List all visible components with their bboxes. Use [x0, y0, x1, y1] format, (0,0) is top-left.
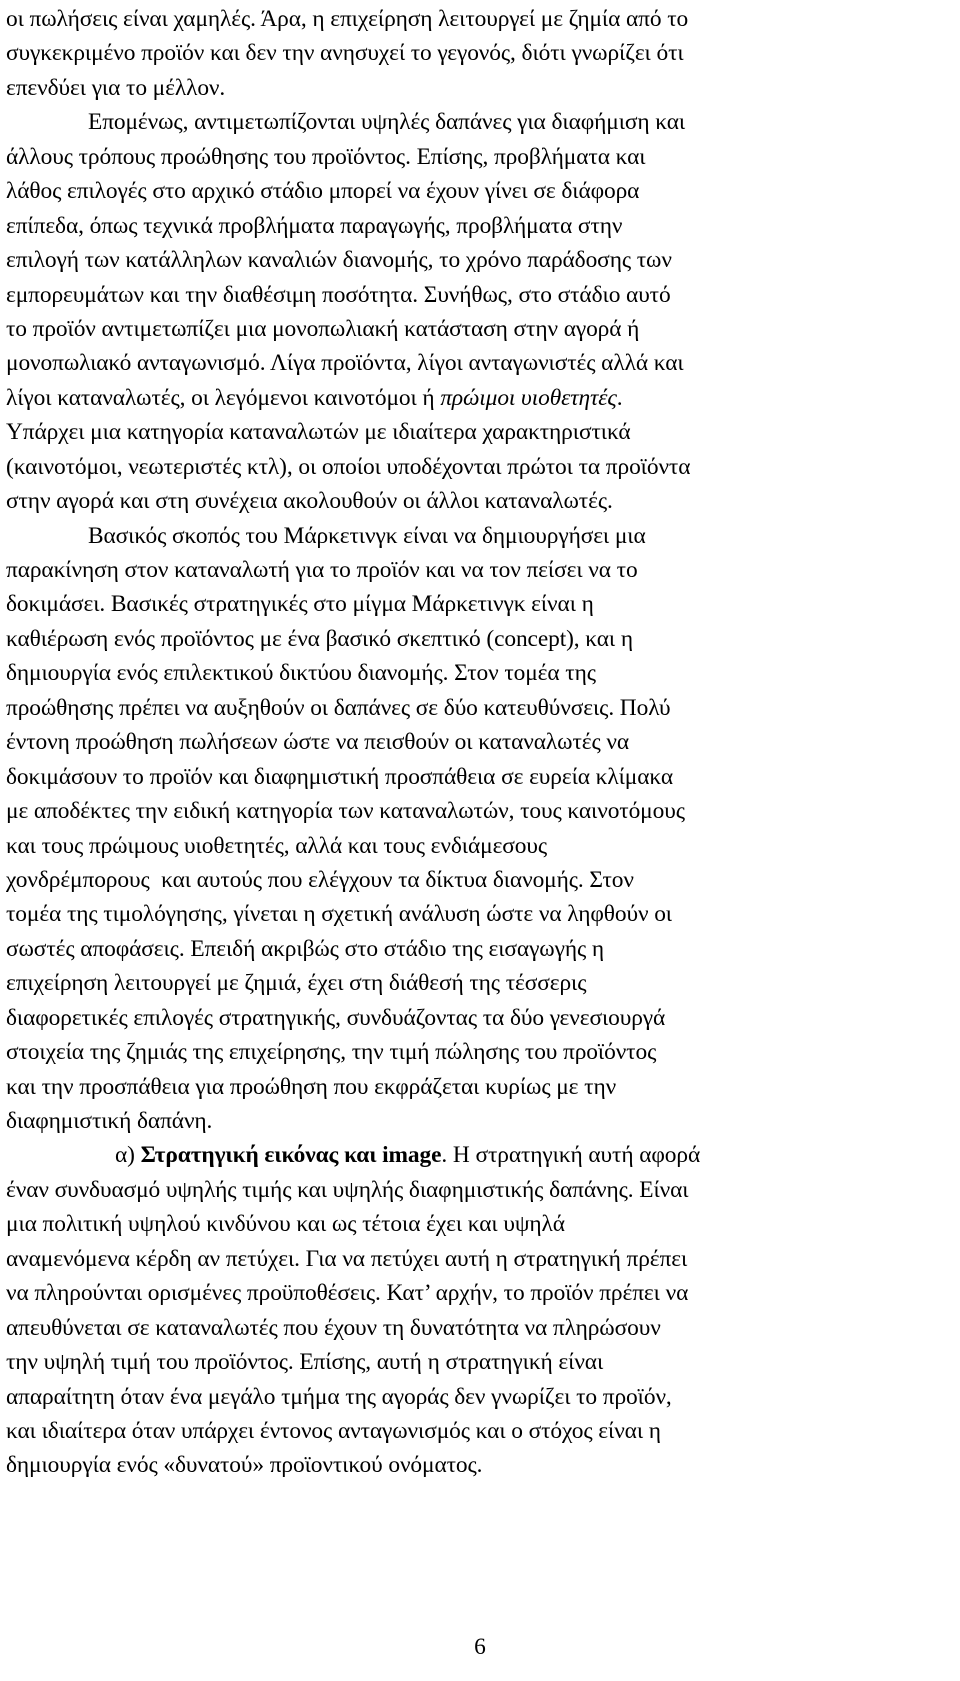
text-line: προώθησης πρέπει να αυξηθούν οι δαπάνες σε δύο κατευθύνσεις. Πολύ [6, 694, 671, 721]
text-line: μονοπωλιακό ανταγωνισμό. Λίγα προϊόντα, λίγοι ανταγωνιστές αλλά και [6, 350, 684, 377]
text-line: επιλογή των κατάλληλων καναλιών διανομής, το χρόνο παράδοσης των [6, 247, 672, 274]
text-line: και ιδιαίτερα όταν υπάρχει έντονος ανταγωνισμός και ο στόχος είναι η [6, 1417, 661, 1444]
text-line: το προϊόν αντιμετωπίζει μια μονοπωλιακή κατάσταση στην αγορά ή [6, 315, 640, 342]
text-line: απαραίτητη όταν ένα μεγάλο τμήμα της αγοράς δεν γνωρίζει το προϊόν, [6, 1383, 672, 1410]
text-run: λίγοι καταναλωτές, οι λεγόμενοι καινοτόμοι ή [6, 384, 441, 411]
text-line: παρακίνηση στον καταναλωτή για το προϊόν και να τον πείσει να το [6, 557, 638, 583]
body-text [6, 2, 956, 1483]
text-line: την υψηλή τιμή του προϊόντος. Επίσης, αυτή η στρατηγική είναι [6, 1349, 604, 1376]
text-line: με αποδέκτες την ειδική κατηγορία των καταναλωτών, τους καινοτόμους [6, 798, 685, 825]
text-line: διαφορετικές επιλογές στρατηγικής, συνδυάζοντας τα δύο γενεσιουργά [6, 1004, 666, 1031]
text-line: να πληρούνται ορισμένες προϋποθέσεις. Κατ’ αρχήν, το προϊόν πρέπει να [6, 1280, 689, 1307]
text-line: καθιέρωση ενός προϊόντος με ένα βασικό σκεπτικό (concept), και η [6, 625, 633, 652]
text-line: επενδύει για το μέλλον. [6, 74, 226, 101]
page-number: 6 [474, 1634, 486, 1660]
text-run: α) [115, 1142, 141, 1169]
text-line: οι πωλήσεις είναι χαμηλές. Άρα, η επιχείρηση λειτουργεί με ζημία από το [6, 6, 689, 32]
text-line: χονδρέμπορους και αυτούς που ελέγχουν τα δίκτυα διανομής. Στον [6, 866, 634, 893]
text-line: επίπεδα, όπως τεχνικά προβλήματα παραγωγής, προβλήματα στην [6, 212, 623, 239]
text-line: δημιουργία ενός επιλεκτικού δικτύου διανομής. Στον τομέα της [6, 660, 596, 687]
strategy-heading: Στρατηγική εικόνας και image [140, 1142, 442, 1169]
paragraph-start-line [6, 1138, 956, 1172]
text-line: (καινοτόμοι, νεωτεριστές κτλ), οι οποίοι υποδέχονται πρώτοι τα προϊόντα [6, 453, 691, 480]
text-line: δοκιμάσουν το προϊόν και διαφημιστική προσπάθεια σε ευρεία κλίμακα [6, 763, 674, 790]
text-line: δοκιμάσει. Βασικές στρατηγικές στο μίγμα Μάρκετινγκ είναι η [6, 591, 594, 618]
text-line: δημιουργία ενός «δυνατού» προϊοντικού ονόματος. [6, 1452, 483, 1479]
text-line: τομέα της τιμολόγησης, γίνεται η σχετική ανάλυση ώστε να ληφθούν οι [6, 901, 672, 928]
text-line: και την προσπάθεια για προώθηση που εκφράζεται κυρίως με την [6, 1073, 617, 1100]
text-line: συγκεκριμένο προϊόν και δεν την ανησυχεί το γεγονός, διότι γνωρίζει ότι [6, 40, 684, 67]
text-line: διαφημιστική δαπάνη. [6, 1108, 213, 1134]
text-line: επιχείρηση λειτουργεί με ζημιά, έχει στη διάθεσή της τέσσερις [6, 970, 587, 997]
italic-term: πρώιμοι υιοθετητές [440, 384, 617, 411]
paragraph-start-line: Βασικός σκοπός του Μάρκετινγκ είναι να δημιουργήσει μια [88, 522, 646, 549]
text-line [6, 381, 956, 415]
text-line: και τους πρώιμους υιοθετητές, αλλά και τους ενδιάμεσους [6, 832, 548, 859]
paragraph-start-line: Επομένως, αντιμετωπίζονται υψηλές δαπάνες για διαφήμιση και [88, 109, 686, 136]
text-line: στοιχεία της ζημιάς της επιχείρησης, την τιμή πώλησης του προϊόντος [6, 1039, 657, 1066]
text-line: σωστές αποφάσεις. Επειδή ακριβώς στο στάδιο της εισαγωγής η [6, 935, 605, 962]
text-run: . [616, 384, 623, 411]
text-line: εμπορευμάτων και την διαθέσιμη ποσότητα. Συνήθως, στο στάδιο αυτό [6, 281, 671, 308]
text-line: απευθύνεται σε καταναλωτές που έχουν τη δυνατότητα να πληρώσουν [6, 1314, 661, 1341]
text-line: έναν συνδυασμό υψηλής τιμής και υψηλής διαφημιστικής δαπάνης. Είναι [6, 1176, 689, 1203]
text-run: . Η στρατηγική αυτή αφορά [441, 1142, 701, 1169]
text-line: έντονη προώθηση πωλήσεων ώστε να πεισθούν οι καταναλωτές να [6, 729, 630, 756]
text-line: αναμενόμενα κέρδη αν πετύχει. Για να πετύχει αυτή η στρατηγική πρέπει [6, 1245, 688, 1272]
text-line: Υπάρχει μια κατηγορία καταναλωτών με ιδιαίτερα χαρακτηριστικά [6, 419, 631, 446]
text-line: λάθος επιλογές στο αρχικό στάδιο μπορεί να έχουν γίνει σε διάφορα [6, 178, 640, 205]
text-line: άλλους τρόπους προώθησης του προϊόντος. Επίσης, προβλήματα και [6, 143, 646, 170]
text-line: μια πολιτική υψηλού κινδύνου και ως τέτοια έχει και υψηλά [6, 1211, 565, 1238]
text-line: στην αγορά και στη συνέχεια ακολουθούν οι άλλοι καταναλωτές. [6, 488, 613, 515]
